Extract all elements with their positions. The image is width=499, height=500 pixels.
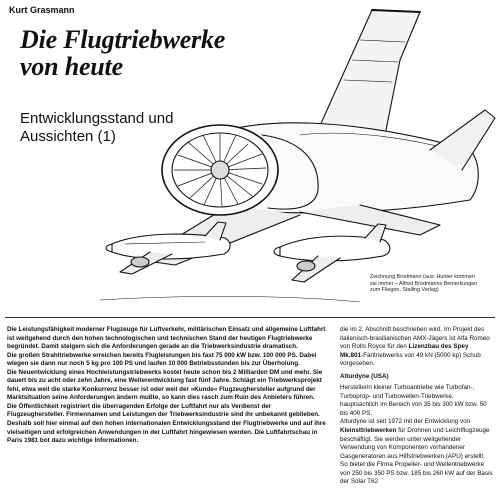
intro-paragraph-5: Deshalb soll hier einmal auf den hohen internationalen Entwicklungsstand der Flugtriebwerke und auf ihre vielseitigen und erfolgreichen Anwendungen in der Luftfahrt hingewiesen werden. Die Luftfahrtschau in Paris 1981 bot dazu wichtige Informationen. bbox=[7, 420, 326, 445]
caption-line-2: sie immer – Alfred Brodmanns Bemerkungen bbox=[370, 280, 478, 287]
alturdyne-paragraph-2 bbox=[340, 418, 493, 486]
title-line-2: von heute bbox=[20, 52, 123, 81]
alturdyne-text-bold: Kleinsttriebwerken bbox=[340, 427, 397, 435]
intro-paragraph-4: Die Öffentlichkeit registriert die überragenden Erfolge der Luftfahrt nur als Verdienst der Flugzeughersteller. Firmennamen und Leistungen der Triebwerksindustrie sind ihr unbekannt geblieben. bbox=[7, 402, 320, 419]
alturdyne-text-2: für Drohnen und Leichtflugzeuge beschäftigt. Sie werden unter weitgehender Verwendung von Komponenten vorhandener Gasgeneratoren aus Hilfstriebwerken (APU) erstellt. So bietet die Firma Propeller- und Wellentriebwerke von 250 bis 350 PS bzw. 185 bis 260 kW auf der Basis der Solar T62 bbox=[340, 427, 493, 486]
alturdyne-text-1: Alturdyne ist seit 1972 mit der Entwicklung von bbox=[340, 418, 471, 426]
title-line-1: Die Flugtriebwerke bbox=[20, 25, 226, 54]
illustration-caption bbox=[370, 274, 488, 294]
intro-paragraph-3: Die Neuentwicklung eines Hochleistungstriebwerks kostet heute schon bis 2 Milliarden DM und mehr. Sie dauert bis zu acht oder zehn Jahre, eine Weiterentwicklung fast fünf Jahre. Schlägt ein Triebwerksprojekt fehl, etwa weil die starke Konkurrenz besser ist oder weil der »Kunde« Flugzeughersteller aufgrund der Marktsituation seine Anforderungen ändern mußte, so kann dies rasch zum Ruin des Anbieters führen. bbox=[7, 368, 323, 402]
continued-paragraph bbox=[340, 326, 493, 369]
section-heading-alturdyne: Alturdyne (USA) bbox=[340, 372, 389, 380]
continued-text-2: -Fantriebwerks von 49 kN (5000 kp) Schub vorgesehen. bbox=[340, 351, 481, 368]
caption-line-3: zum Fliegen, Stalling Verlag) bbox=[370, 287, 439, 294]
subtitle-line-1: Entwicklungsstand und bbox=[20, 110, 174, 127]
continued-text-bold: Lizenzbau des Spey Mk.801 bbox=[340, 343, 469, 359]
intro-paragraph-2: Die großen Strahltriebwerke erreichen bereits Flugleistungen bis fast 75 000 kW bzw. 100 000 PS. Dabei wiegen sie dann nur noch 5 kg pro 100 PS und laufen 10 000 Betriebsstunden bis zur Überholung. bbox=[7, 351, 317, 368]
continued-text-1: die im 2. Abschnitt beschrieben wird. Im Projekt des italienisch-brasilianischen AMX-Jägers ist Alfa Romeo von Rolls Royce für den bbox=[340, 326, 490, 351]
section-divider bbox=[5, 317, 495, 318]
intro-column bbox=[7, 326, 329, 446]
intro-paragraph-1: Die Leistungsfähigkeit moderner Flugzeuge für Luftverkehr, militärischen Einsatz und allgemeine Luftfahrt ist weitgehend durch den hohen technologischen und technischen Stand der heutigen Flugtriebwerke begründet. Damit steigern sich die Anforderungen gerade an die Triebwerksindustrie dramatisch. bbox=[7, 326, 326, 351]
caption-line-1: Zeichnung Brodmann (aus: Hunter kommen bbox=[370, 274, 475, 280]
small-airliner-left bbox=[106, 222, 230, 274]
body-column bbox=[340, 326, 493, 487]
subtitle-line-2: Aussichten (1) bbox=[20, 128, 116, 145]
author-name: Kurt Grasmann bbox=[9, 5, 75, 15]
engine-spinner bbox=[211, 161, 229, 179]
alturdyne-paragraph-1: Herstellerin kleiner Turboantriebe wie Turbofan-, Turboprop- und Turbowellen-Triebwerke, hauptsächlich im Bereich von 35 bis 300 kW bzw. 50 bis 400 PS. bbox=[340, 384, 487, 417]
